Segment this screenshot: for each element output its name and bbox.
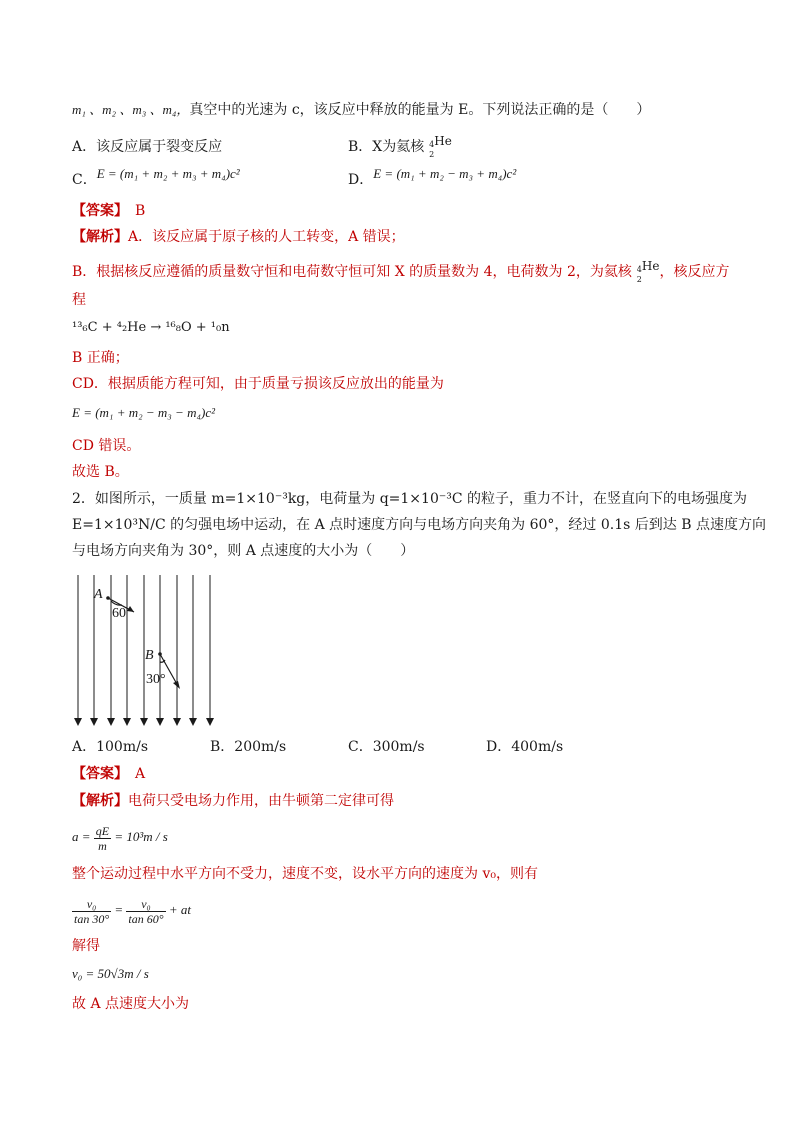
charge-number: 2 — [636, 275, 642, 284]
answer-value: A — [135, 766, 146, 782]
q2-final: 故 A 点速度大小为 — [72, 996, 190, 1012]
analysis-text: 电荷只受电场力作用，由牛顿第二定律可得 — [128, 793, 394, 809]
field-arrowheads — [74, 718, 214, 726]
label-a: A — [94, 587, 103, 602]
formula-fraction — [94, 824, 111, 853]
formula-lhs: a = — [72, 829, 91, 844]
q2-analysis-2: 整个运动过程中水平方向不受力，速度不变，设水平方向的速度为 v₀，则有 — [72, 866, 538, 882]
answer-value: B — [135, 203, 146, 219]
analysis-tag: 【解析】 — [72, 793, 128, 809]
label-b: B — [145, 648, 154, 663]
q1-option-b-nuclide: He — [434, 134, 452, 148]
analysis-text: ，核反应方 — [659, 264, 730, 280]
numerator: v₀ — [126, 897, 165, 912]
analysis-tag: 【解析】 — [72, 229, 128, 245]
q1-option-b — [348, 134, 452, 159]
q1-analysis-b-result: B 正确； — [72, 350, 129, 366]
q2-solve: 解得 — [72, 938, 100, 954]
helium-nuclide — [424, 137, 434, 157]
q1-answer — [72, 201, 145, 221]
electric-field-figure — [70, 570, 220, 730]
q1-option-a: A．该反应属于裂变反应 — [72, 139, 223, 155]
q1-option-c — [72, 166, 240, 190]
analysis-text: A．该反应属于原子核的人工转变，A 错误； — [128, 229, 405, 245]
q2-option-d: D．400m/s — [486, 739, 564, 755]
formula-tail: + at — [168, 902, 191, 917]
angle-b: 30° — [146, 672, 166, 687]
q1-option-d — [348, 166, 517, 190]
q1-analysis-a — [72, 227, 405, 247]
q1-option-b-label: B．X为氦核 — [348, 139, 425, 155]
q2-formula-v: $\frac{\text{v₀}}{\tan 30^\circ}$ = $\frac{\text{v₀}}{\tan 60^\circ}$ + at — [74, 896, 191, 926]
denominator: tan 30° — [74, 911, 110, 926]
q1-analysis-b — [72, 259, 730, 284]
q1-conclusion: 故选 B。 — [72, 464, 129, 480]
nuclide-symbol: He — [641, 259, 660, 273]
answer-tag: 【答案】 — [72, 203, 121, 219]
q2-line-2: E=1×10³N/C 的匀强电场中运动，在 A 点时速度方向与电场方向夹角为 60°，经过 0.1s 后到达 B 点速度方向 — [72, 517, 766, 533]
q2-formula-v0: v₀ = 50√3m / s — [72, 966, 149, 981]
q1-stem — [72, 100, 650, 120]
charge-number: 2 — [429, 150, 435, 159]
q2-option-c: C．300m/s — [348, 739, 425, 755]
q2-analysis-1 — [72, 791, 394, 811]
q2-line-1: 2．如图所示，一质量 m=1×10⁻³kg，电荷量为 q=1×10⁻³C 的粒子，重力不计，在竖直向下的电场强度为 — [72, 491, 748, 507]
q2-formula-a — [72, 820, 168, 854]
formula-fraction-right — [126, 897, 165, 926]
analysis-text: B．根据核反应遵循的质量数守恒和电荷数守恒可知 X 的质量数为 4，电荷数为 2，为氦核 — [72, 264, 632, 280]
helium-nuclide — [632, 262, 642, 282]
denominator: m — [98, 838, 107, 853]
q1-option-c-label: C． — [72, 172, 97, 188]
q1-cd-formula: E = (m₁ + m₂ − m₃ − m₄)c² — [72, 405, 215, 420]
q2-line-3: 与电场方向夹角为 30°，则 A 点速度的大小为（ ） — [72, 543, 415, 559]
q1-stem-masses: m₁ 、m₂ 、m₃ 、m₄， — [72, 102, 190, 117]
q1-analysis-b-2: 程 — [72, 292, 86, 308]
q1-stem-text: 真空中的光速为 c，该反应中释放的能量为 E。下列说法正确的是（ ） — [189, 102, 651, 118]
point-a — [106, 596, 110, 600]
point-b — [158, 652, 162, 656]
q1-cd-result: CD 错误。 — [72, 438, 141, 454]
q1-analysis-cd: CD．根据质能方程可知，由于质量亏损该反应放出的能量为 — [72, 376, 444, 392]
denominator: tan 60° — [128, 911, 164, 926]
formula-rhs: = 10³m / s — [114, 829, 168, 844]
answer-tag: 【答案】 — [72, 766, 121, 782]
numerator: v₀ — [72, 897, 111, 912]
mass-number: 4 — [429, 140, 435, 149]
mass-number: 4 — [636, 265, 642, 274]
numerator: qE — [95, 823, 110, 838]
q1-option-c-formula: E = (m₁ + m₂ + m₃ + m₄)c² — [96, 166, 240, 181]
q1-option-d-formula: E = (m₁ + m₂ − m₃ + m₄)c² — [373, 166, 517, 181]
angle-a: 60 — [112, 606, 126, 621]
formula-fraction-left — [72, 897, 111, 926]
q2-answer — [72, 764, 145, 784]
nuclear-reaction-equation: ¹³₆C + ⁴₂He → ¹⁶₈O + ¹₀n — [72, 320, 230, 335]
q2-option-a: A．100m/s — [72, 739, 149, 755]
q1-option-d-label: D． — [348, 172, 374, 188]
q2-option-b: B．200m/s — [210, 739, 287, 755]
